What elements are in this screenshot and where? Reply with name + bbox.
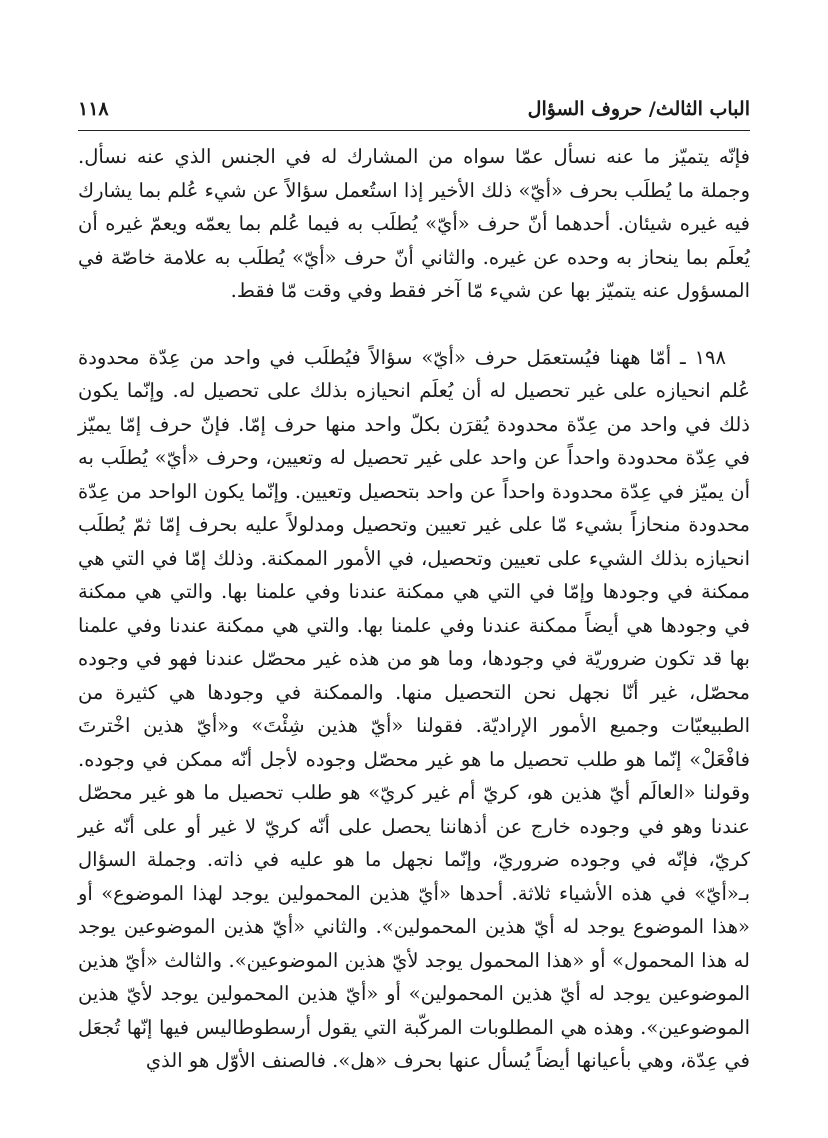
paragraph-spacer	[78, 308, 750, 341]
running-head: الباب الثالث/ حروف السؤال	[527, 98, 750, 120]
paragraph-1: فإنّه يتميّز ما عنه نسأل عمّا سواه من المشارك له في الجنس الذي عنه نسأل. وجملة ما يُطلَب بحرف «أيّ» ذلك الأخير إذا استُعمل سؤالاً عن شيء عُلم بما يشارك فيه غيره شيئان. أحدهما أنّ حرف «أيّ» يُطلَب به فيما عُلم بما يعمّه ويعمّ غيره أن يُعلَم بما ينحاز به وحده عن غيره. والثاني أنّ حرف «أيّ» يُطلَب به علامة خاصّة في المسؤول عنه يتميّز بها عن شيء مّا آخر فقط وفي وقت مّا فقط.	[78, 145, 750, 302]
body-text	[78, 140, 750, 1078]
paragraph-198: ١٩٨ ـ أمّا ههنا فيُستعمَل حرف «أيّ» سؤالاً فيُطلَب في واحد من عِدّة محدودة عُلم انحيازه على غير تحصيل له أن يُعلَم انحيازه بذلك على تحصيل له. وإنّما يكون ذلك في واحد من عِدّة محدودة يُقرَن بكلّ واحد منها حرف إمّا. فإنّ حرف إمّا يميّز في عِدّة محدودة واحداً عن واحد على غير تحصيل له وتعيين، وحرف «أيّ» يُطلَب به أن يميّز في عِدّة محدودة واحداً عن واحد بتحصيل وتعيين. وإنّما يكون الواحد من عِدّة محدودة منحازاً بشيء مّا على غير تعيين وتحصيل ومدلولاً عليه بحرف إمّا ثمّ يُطلَب انحيازه بذلك الشيء على تعيين وتحصيل، في الأمور الممكنة. وذلك إمّا في التي هي ممكنة في وجودها وإمّا في التي هي ممكنة عندنا وفي علمنا بها. والتي هي ممكنة في وجودها هي أيضاً ممكنة عندنا وفي علمنا بها. والتي هي ممكنة عندنا وفي علمنا بها قد تكون ضروريّة في وجودها، وما هو من هذه غير محصّل عندنا فهو في وجوده محصّل، غير أنّا نجهل نحن التحصيل منها. والممكنة في وجودها هي كثيرة من الطبيعيّات وجميع الأمور الإراديّة. فقولنا «أيّ هذين شِئْتَ» و«أيّ هذين اخْترتَ فافْعَلْ» إنّما هو طلب تحصيل ما هو غير محصّل وجوده لأجل أنّه ممكن في وجوده. وقولنا «العالَم أيّ هذين هو، كريّ أم غير كريّ» هو طلب تحصيل ما هو غير محصّل عندنا وهو في وجوده خارج عن أذهاننا يحصل على أنّه كريّ لا غير أو على أنّه غير كريّ، فإنّه في وجوده ضروريّ، وإنّما نجهل ما هو عليه في ذاته. وجملة السؤال بـ«أيّ» في هذه الأشياء ثلاثة. أحدها «أيّ هذين المحمولين يوجد لهذا الموضوع» أو «هذا الموضوع يوجد له أيّ هذين المحمولين». والثاني «أيّ هذين الموضوعين يوجد له هذا المحمول» أو «هذا المحمول يوجد لأيّ هذين الموضوعين». والثالث «أيّ هذين الموضوعين يوجد له أيّ هذين المحمولين» أو «أيّ هذين المحمولين يوجد لأيّ هذين الموضوعين». وهذه هي المطلوبات المركّبة التي يقول أرسطوطاليس فيها إنّها تُجعَل في عِدّة، وهي بأعيانها أيضاً يُسأل عنها بحرف «هل». فالصنف الأوّل هو الذي	[78, 345, 751, 1072]
page-number: ١١٨	[78, 98, 109, 120]
page-header	[78, 96, 750, 131]
